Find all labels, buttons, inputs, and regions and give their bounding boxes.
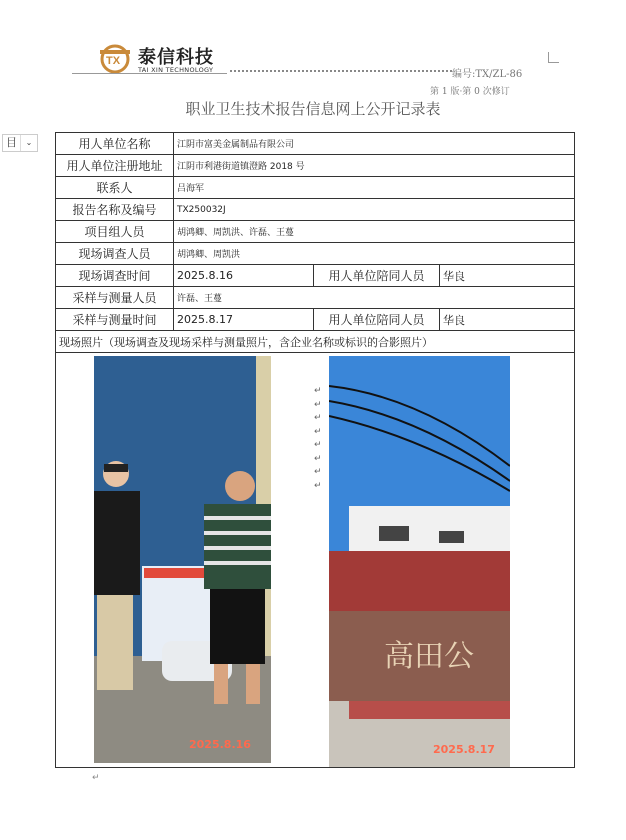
contact-label: 联系人 bbox=[56, 177, 174, 199]
right-photo-sign: 高田公 bbox=[384, 639, 474, 674]
table-row bbox=[56, 287, 575, 309]
survey-staff-label: 现场调查人员 bbox=[56, 243, 174, 265]
table-row bbox=[56, 199, 575, 221]
table-row bbox=[56, 353, 575, 768]
left-photo-date: 2025.8.16 bbox=[189, 738, 251, 751]
sampling-time-label: 采样与测量时间 bbox=[56, 309, 174, 331]
employer-address-label: 用人单位注册地址 bbox=[56, 155, 174, 177]
table-row bbox=[56, 243, 575, 265]
accompany2-person: 华良 bbox=[440, 309, 575, 331]
record-table bbox=[55, 132, 575, 768]
table-row bbox=[56, 265, 575, 287]
sampling-staff-label: 采样与测量人员 bbox=[56, 287, 174, 309]
team-members: 胡鸿卿、周凯洪、许磊、王蔓 bbox=[174, 221, 575, 243]
sampling-staff: 许磊、王蔓 bbox=[174, 287, 575, 309]
document-code: 编号:TX/ZL-86 bbox=[452, 69, 523, 80]
para-mark: ↵ bbox=[314, 399, 322, 410]
table-row bbox=[56, 133, 575, 155]
para-mark: ↵ bbox=[314, 413, 322, 423]
para-mark: ↵ bbox=[314, 467, 322, 477]
table-row bbox=[56, 155, 575, 177]
team-label: 项目组人员 bbox=[56, 221, 174, 243]
layout-options-button[interactable] bbox=[2, 134, 38, 152]
report-number: TX250032J bbox=[174, 199, 575, 221]
para-mark: ↵ bbox=[314, 453, 322, 464]
survey-time: 2025.8.16 bbox=[174, 265, 314, 287]
accompany2-label: 用人单位陪同人员 bbox=[314, 309, 440, 331]
table-row bbox=[56, 177, 575, 199]
margin-corner bbox=[548, 52, 559, 63]
para-mark: ↵ bbox=[314, 440, 322, 450]
tx-logo-icon bbox=[98, 42, 132, 74]
layout-icon: 目 bbox=[3, 135, 21, 151]
para-mark: ↵ bbox=[92, 773, 100, 783]
para-mark: ↵ bbox=[314, 386, 322, 396]
survey-time-label: 现场调查时间 bbox=[56, 265, 174, 287]
photos-label: 现场照片（现场调查及现场采样与测量照片，含企业名称或标识的合影照片） bbox=[56, 331, 575, 353]
survey-photo-image bbox=[94, 356, 271, 763]
survey-photo bbox=[94, 356, 271, 763]
logo-english: TAI XIN TECHNOLOGY bbox=[138, 66, 214, 74]
chevron-down-icon: ⌄ bbox=[25, 138, 33, 147]
revision-label: 第 1 版·第 0 次修订 bbox=[430, 87, 510, 97]
company-logo bbox=[98, 42, 228, 76]
contact-value: 吕海军 bbox=[174, 177, 575, 199]
sampling-time: 2025.8.17 bbox=[174, 309, 314, 331]
table-row bbox=[56, 309, 575, 331]
right-photo-date: 2025.8.17 bbox=[433, 743, 495, 756]
sampling-photo bbox=[329, 356, 510, 768]
table-row bbox=[56, 331, 575, 353]
employer-name-label: 用人单位名称 bbox=[56, 133, 174, 155]
employer-address: 江阴市利港街道镇澄路 2018 号 bbox=[174, 155, 575, 177]
para-mark: ↵ bbox=[314, 480, 322, 491]
table-row bbox=[56, 221, 575, 243]
photos-cell bbox=[56, 353, 575, 768]
page-title: 职业卫生技术报告信息网上公开记录表 bbox=[185, 100, 441, 118]
survey-staff: 胡鸿卿、周凯洪 bbox=[174, 243, 575, 265]
empty-paragraph-marks bbox=[314, 385, 322, 493]
report-label: 报告名称及编号 bbox=[56, 199, 174, 221]
logo-mark-text: TX bbox=[106, 55, 121, 67]
header-rule bbox=[72, 73, 227, 74]
accompany-label: 用人单位陪同人员 bbox=[314, 265, 440, 287]
logo-name: 泰信科技 bbox=[138, 47, 214, 68]
accompany-person: 华良 bbox=[440, 265, 575, 287]
sampling-photo-image bbox=[329, 356, 510, 768]
employer-name: 江阴市富美金属制品有限公司 bbox=[174, 133, 575, 155]
para-mark: ↵ bbox=[314, 426, 322, 437]
header-dots bbox=[230, 70, 452, 72]
